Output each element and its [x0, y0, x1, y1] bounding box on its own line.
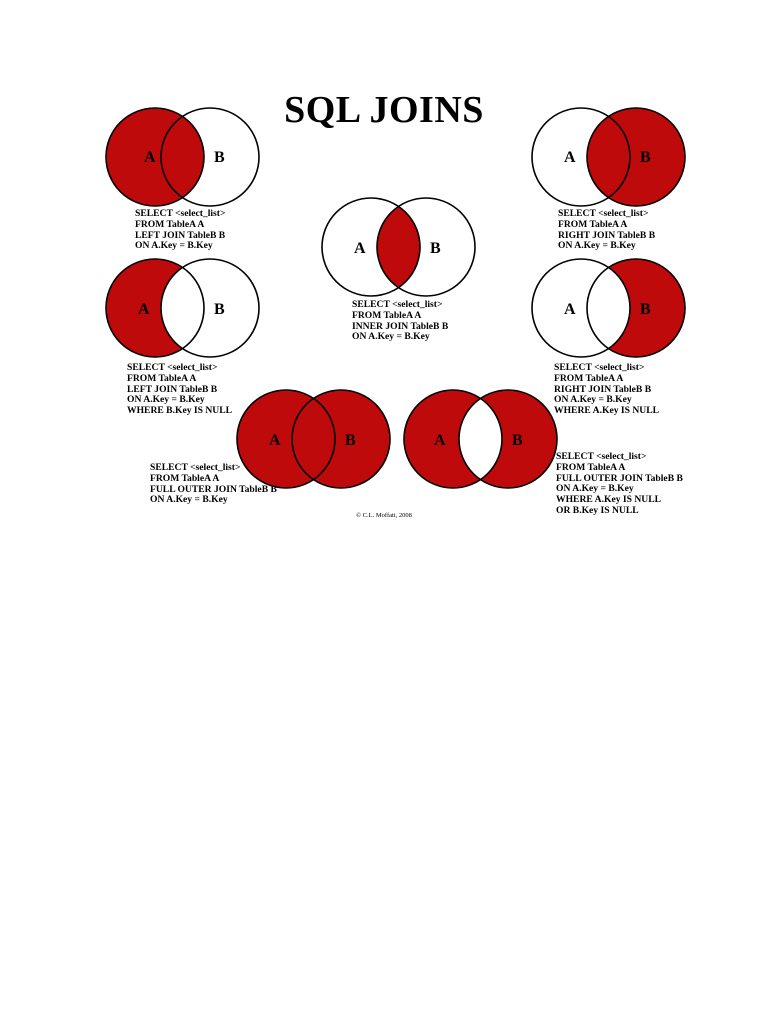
sql-full-outer-join: SELECT <select_list> FROM TableA A FULL OUTER JOIN TableB B ON A.Key = B.Key: [150, 462, 277, 506]
sql-inner-join: SELECT <select_list> FROM TableA A INNER JOIN TableB B ON A.Key = B.Key: [352, 299, 449, 343]
venn-label-a: A: [564, 301, 576, 318]
venn-label-a: A: [144, 149, 156, 166]
venn-label-a: A: [269, 432, 281, 449]
venn-right-excluding-join: [530, 258, 690, 358]
venn-left-excluding-join: [104, 258, 264, 358]
venn-label-b: B: [214, 149, 225, 166]
sql-right-excluding-join: SELECT <select_list> FROM TableA A RIGHT JOIN TableB B ON A.Key = B.Key WHERE A.Key IS NULL: [554, 362, 660, 417]
venn-outer-excluding-join: [402, 389, 562, 489]
venn-label-b: B: [640, 301, 651, 318]
venn-left-join: [104, 107, 264, 207]
venn-inner-join: [320, 197, 480, 297]
venn-right-join: [530, 107, 690, 207]
venn-label-b: B: [214, 301, 225, 318]
venn-label-a: A: [354, 240, 366, 257]
venn-label-a: A: [564, 149, 576, 166]
sql-left-excluding-join: SELECT <select_list> FROM TableA A LEFT JOIN TableB B ON A.Key = B.Key WHERE B.Key IS NULL: [127, 362, 233, 417]
page-title: SQL JOINS: [284, 89, 484, 131]
venn-label-b: B: [640, 149, 651, 166]
sql-left-join: SELECT <select_list> FROM TableA A LEFT JOIN TableB B ON A.Key = B.Key: [135, 208, 226, 252]
sql-outer-excluding-join: SELECT <select_list> FROM TableA A FULL OUTER JOIN TableB B ON A.Key = B.Key WHERE A.Key IS NULL OR B.Key IS NULL: [556, 451, 683, 516]
sql-right-join: SELECT <select_list> FROM TableA A RIGHT JOIN TableB B ON A.Key = B.Key: [558, 208, 656, 252]
venn-label-b: B: [430, 240, 441, 257]
venn-label-a: A: [138, 301, 150, 318]
venn-label-a: A: [434, 432, 446, 449]
copyright-notice: © C.L. Moffatt, 2008: [356, 512, 412, 519]
venn-label-b: B: [512, 432, 523, 449]
venn-label-b: B: [345, 432, 356, 449]
